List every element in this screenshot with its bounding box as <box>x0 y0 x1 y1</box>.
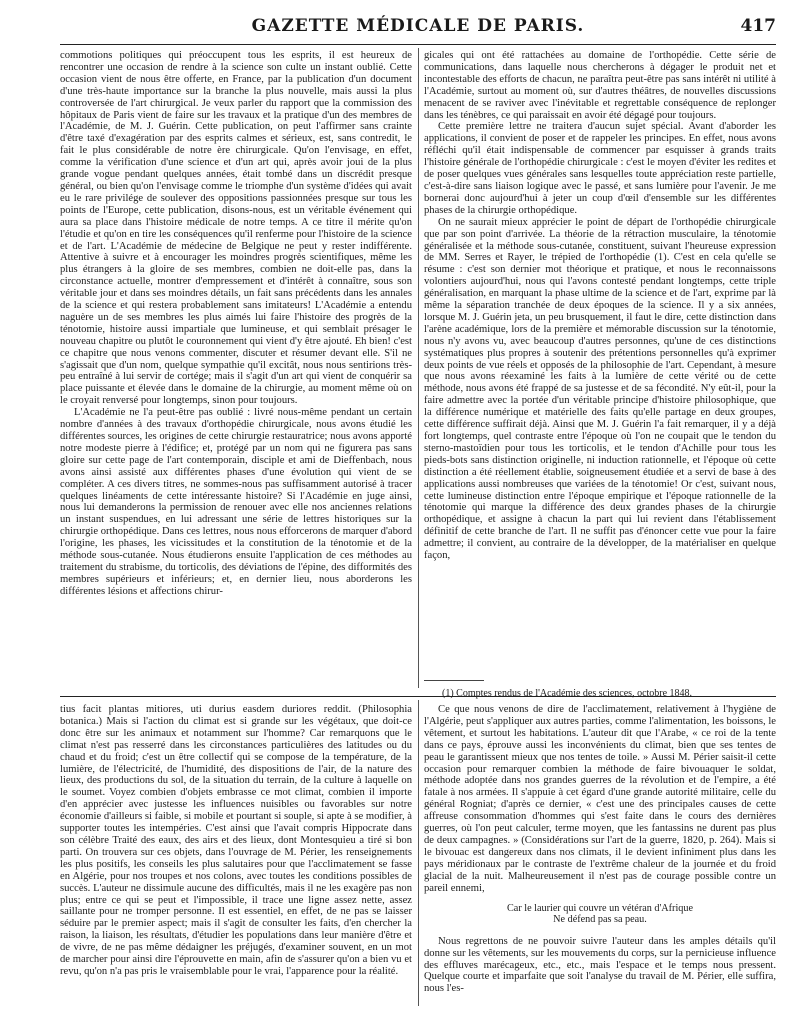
paragraph: Cette première lettre ne traitera d'aucun sujet spécial. Avant d'aborder les applications, il convient de poser et de rappeler les principes. En effet, nous avons réfléchi qu'il était indispensable de commencer par esquisser à grands traits l'histoire générale de l'orthopédie chirurgicale : c'est le moyen d'éviter les redites et de poser quelques vues générales sans lesquelles toute appréciation reste partielle, c'est-à-dire sans liaison logique avec le passé, et sans lumière pour l'avenir. Je me bornerai donc aujourd'hui à jeter un coup d'œil d'ensemble sur les différentes phases de la chirurgie orthopédique. <box>424 121 776 216</box>
article-column-3 <box>60 704 412 1008</box>
verse-line: Ne défend pas sa peau. <box>553 914 647 926</box>
article-column-1 <box>60 50 412 686</box>
page-number: 417 <box>740 16 776 36</box>
paragraph: Nous regrettons de ne pouvoir suivre l'auteur dans les amples détails qu'il donne sur les vêtements, sur les mouvements du corps, sur la pernicieuse influence des effluves marécageux, etc., etc., mais l'espace et le temps nous pressent. Quelque courte et imparfaite que soit l'analyse du travail de M. Périer, elle suffira, nous l'es- <box>424 935 776 995</box>
verse-quote <box>424 903 776 926</box>
journal-title: GAZETTE MÉDICALE DE PARIS. <box>251 16 585 36</box>
verse-line: Car le laurier qui couvre un vétéran d'Afrique <box>507 902 693 914</box>
paragraph: tius facit plantas mitiores, uti durius easdem duriores reddit. (Philosophia botanica.) Mais si l'action du climat est si grande sur les végétaux, que doit-ce donc être sur les animaux et notamment sur l'homme? Car remarquons que le climat n'est pas resserré dans les circonstances particulières des latitudes ou du chaud et du froid; c'est un être collectif qui se compose de la température, de la lumière, de l'électricité, de l'humidité, des dispositions de l'air, de la nature des lieux, des productions du sol, de la situation du terrain, de la culture à laquelle on le soumet. Voyez combien d'objets embrasse ce mot climat, combien il importe d'en apprécier avec justesse les influences nuisibles ou favorables sur notre économie d'ailleurs si faible, si mobile et pourtant si souple, si apte à se modifier, à supporter toutes les intempéries. C'est ainsi que l'avait compris Hippocrate dans son célèbre Traité des eaux, des airs et des lieux, dont Montesquieu a tiré si bon parti. On trouvera sur ces objets, dans l'ouvrage de M. Périer, les renseignements les plus positifs, les conseils les plus salutaires pour que l'acclimatement se fasse en Algérie, pour nos troupes et nos colons, avec toutes les conditions possibles de succès. L'auteur ne dissimule aucune des difficultés, mais il ne les exagère pas non plus; entre ce qui se peut et l'impossible, il trace une ligne assez nette, assez saillante pour ne tromper personne. Il est essentiel, en effet, de ne pas se laisser séduire par le premier aspect; mais il s'agit de consulter les faits, d'en chercher la raison, la liaison, les résultats, d'étudier les populations dans leur manière d'être et de vivre, de ne pas même dédaigner les préjugés, d'examiner souvent, en un mot de marcher pour ainsi dire l'éprouvette en main, afin de s'assurer qu'on a bien vu et revu, qu'on n'a pas pris le vraisemblable pour le vrai, l'apparence pour la réalité. <box>60 704 412 977</box>
paragraph: commotions politiques qui préoccupent tous les esprits, il est heureux de rencontrer une occasion de rendre à la science son culte un instant oublié. Cette occasion vient de nous être offerte, en France, par la publication d'un document d'une très-haute importance sur la branche la plus nouvelle, mais aussi la plus controversée de l'art chirurgical. Je veux parler du rapport que la commission des hôpitaux de Paris vient de faire sur les travaux et la pratique d'un des membres de l'Académie, de M. J. Guérin. Cette publication, on peut l'affirmer sans crainte d'être taxé d'exagération par des esprits calmes et sérieux, est, sans contredit, le fait le plus considérable de notre ère chirurgicale. Qu'on l'envisage, en effet, comme la vérification d'une science et d'un art qui, après avoir joui de la plus grande vogue pendant quelques années, était tombé dans un discrédit presque général, ou bien qu'on l'envisage comme le triomphe d'un système d'idées qui avait eu le rare privilége de soulever des oppositions passionnées presque sur tous les points de l'Europe, cette publication, disons-nous, est un véritable événement qui aura sa place dans l'histoire médicale de notre temps. A ce titre il mérite qu'on l'étudie et qu'on en tire les conséquences qu'il renferme pour l'histoire de la science et de l'art. L'Académie de médecine de Belgique ne peut y rester indifférente. Attentive à suivre et à encourager les moindres progrès scientifiques, même les plus étrangers à la gloire de ses membres, combien ne doit-elle pas, dans la circonstance actuelle, montrer d'empressement et d'intérêt à connaître, sous son véritable jour et dans ses moindres détails, un fait sans précédents dans les annales de la science et qui restera probablement sans imitateurs! L'Académie a entendu naguère un de ses membres les plus aimés lui faire l'histoire des progrès de la ténotomie, histoire aussi impartiale que lumineuse, et qui semblait présager le nouveau chapitre ou plutôt le couronnement qui vient d'y être ajouté. Eh bien! c'est ce chapitre que nous venons commenter, discuter et résumer devant elle. S'il ne s'agissait que d'un nom, quelque sympathie qu'il excitât, nous nous sentirions très-peu entraîné à lui servir de cortége; mais il s'agit d'un art qui vient de conquérir sa place puissante et élevée dans le domaine de la chirurgie, au moment même où on le croyait renversé pour longtemps, sinon pour toujours. <box>60 50 412 407</box>
column-divider-top <box>418 48 419 688</box>
section-rule <box>60 696 776 697</box>
article-column-2 <box>424 50 776 670</box>
footnote-rule <box>424 680 484 681</box>
paragraph: L'Académie ne l'a peut-être pas oublié : livré nous-même pendant un certain nombre d'années à des travaux d'orthopédie chirurgicale, nous avons étudié les différentes sources, les origines de cette chirurgie restauratrice; nous avons apporté notre modeste pierre à l'édifice; et, protégé par un nom qui ne figurera pas sans gloire sur cette page de l'art contemporain, disciple et ami de Dieffenbach, nous avons ainsi assisté aux différentes phases d'une évolution qui vient de se compléter. A ces divers titres, ne sommes-nous pas suffisamment autorisé à tracer quelques linéaments de cette intéressante histoire? Si l'Académie en juge ainsi, nous lui demanderons la permission de renouer avec elle nos anciennes relations un instant suspendues, en lui adressant une série de lettres historiques sur la chirurgie orthopédique. Dans ces lettres, nous nous efforcerons de marquer d'abord l'origine, les phases, les vicissitudes et la constitution de la ténotomie et de la méthode sous-cutanée. Nous étudierons ensuite l'application de ces méthodes au traitement du strabisme, du torticolis, des déviations de l'épine, des difformités des membres supérieurs et inférieurs; et, en dernier lieu, nous aborderons les différentes lésions et affections chirur- <box>60 407 412 597</box>
article-column-4 <box>424 704 776 1008</box>
paragraph: gicales qui ont été rattachées au domaine de l'orthopédie. Cette série de communications, dans laquelle nous chercherons à dégager le produit net et incontestable des efforts de chacun, ne paraîtra peut-être pas sans intérêt ni utilité à l'Académie, surtout au moment où, sur d'autres théâtres, de nouvelles discussions menacent de se raviver avec l'inévitable et regrettable conséquence de replonger dans les ténèbres, ce qui paraissait en avoir été dégagé pour toujours. <box>424 50 776 121</box>
paragraph: Ce que nous venons de dire de l'acclimatement, relativement à l'hygiène de l'Algérie, peut s'appliquer aux autres parties, comme l'alimentation, les boissons, le vêtement, et surtout les habitations. L'auteur dit que l'Arabe, « ce roi de la tente dans ce pays, éprouve aussi les inconvénients du climat, bien que ses tentes de peau le garantissent mieux que nos tentes de toile. » Aussi M. Périer saisit-il cette occasion pour remarquer combien la méthode de faire bivouaquer le soldat, méthode adoptée dans nos grandes guerres de la révolution et de l'empire, a été fatale à nos armées. Il s'appuie à cet égard d'une grande autorité militaire, celle du général Rogniat; d'après ce dernier, « c'est une des principales causes de cette affreuse consommation d'hommes qui s'est faite dans le cours des dernières guerres, où l'on peut calculer, terme moyen, que les fantassins ne durent pas plus de deux campagnes. » (Considérations sur l'art de la guerre, 1820, p. 264). Mais si le bivouac est dangereux dans nos climats, il le devient infiniment plus dans les pays méridionaux par le contraste de l'extrême chaleur de la journée et du froid glacial de la nuit. Malheureusement il n'est pas de courage possible contre un pareil ennemi, <box>424 704 776 894</box>
header-rule <box>60 44 776 45</box>
column-divider-bottom <box>418 700 419 1006</box>
paragraph: On ne saurait mieux apprécier le point de départ de l'orthopédie chirurgicale que par son point d'arrivée. La théorie de la rétraction musculaire, la ténotomie généralisée et la méthode sous-cutanée, constituent, suivant l'heureuse expression de MM. Serres et Rayer, le trépied de l'orthopédie (1). C'est en cela qu'elle se résume : c'est son dernier mot théorique et pratique, et nous le reconnaissons volontiers aujourd'hui, nous qui l'avons contesté pendant longtemps, cette triple généralisation, en marquant la phase ultime de la science et de l'art, exprime par là même la séparation tranchée de deux époques de la science. Il y a six années, lorsque M. J. Guérin jeta, un peu brusquement, il faut le dire, cette distinction dans l'arène académique, lors de la première et mémorable discussion sur la ténotomie, nous n'y avons vu, avec beaucoup d'autres personnes, qu'une de ces distinctions systématiques plus propres à soutenir des prétentions personnelles qu'à exprimer deux points de vue réels et opposés de la philosophie de l'art. Cependant, à mesure que nous avons réexaminé les faits à la lumière de cette vérité ou de cette méthode, nous avons été frappé de sa justesse et de sa fécondité. N'y eût-il, pour la faire admettre avec la portée d'un véritable principe d'histoire philosophique, que la différence numérique et matérielle des faits qu'elle partage en deux groupes, cette différence suffirait déjà. Ainsi que M. J. Guérin l'a fait remarquer, il y a déjà fort longtemps, quel contraste entre l'époque où l'on ne coupait que le tendon du sterno-mastoïdien pour tous les torticolis, et le tendon d'Achille pour tous les pieds-bots sans distinction originelle, ni induction rationnelle, et l'époque où cette distinction a été réellement établie, soigneusement étudiée et a servi de base à des applications aussi nombreuses que variées de la ténotomie! Or c'est, suivant nous, cette lumineuse distinction entre l'époque empirique et l'époque rationnelle de la ténotomie qui marque la différence des deux grandes phases de la chirurgie orthopédique, et assigne à chacun la part qui lui revient dans l'établissement définitif de cette branche de l'art. Il ne suffit pas d'énoncer cette vue pour la faire admettre; il convient, au contraire de la développer, de la matérialiser en quelque façon, <box>424 216 776 562</box>
footnote: (1) Comptes rendus de l'Académie des sciences, octobre 1848. <box>442 688 693 699</box>
page-header <box>60 14 776 44</box>
